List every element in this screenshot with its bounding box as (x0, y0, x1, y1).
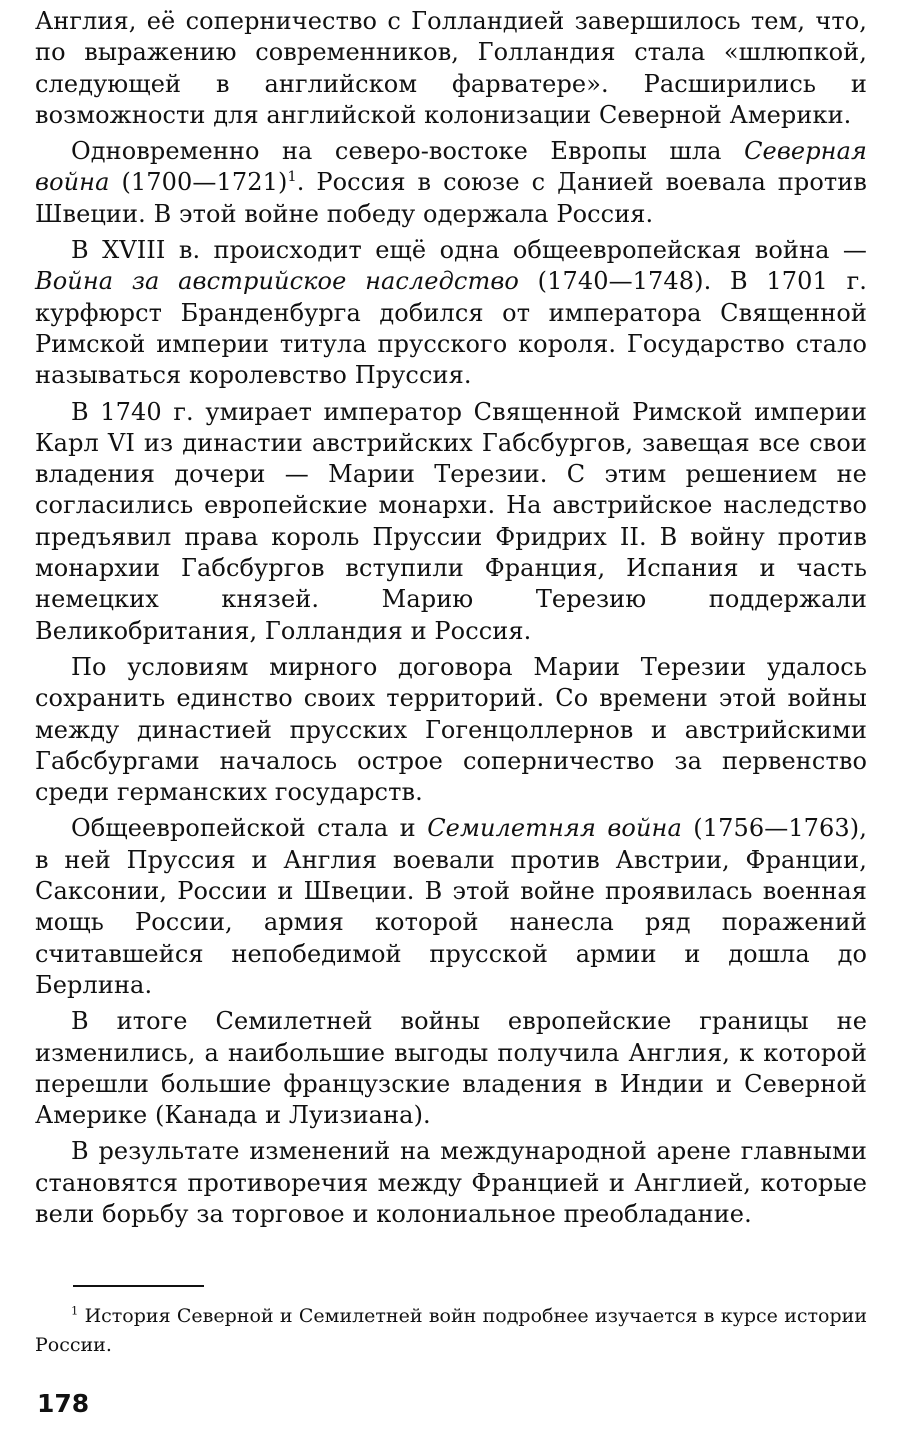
text-segment: Общеевропейской стала и (71, 814, 428, 843)
paragraph-charles-vi (35, 397, 867, 647)
text-segment: Одновременно на северо-востоке Европы шла (71, 137, 745, 166)
page-number: 178 (37, 1389, 90, 1418)
footnote-reference: 1 (287, 169, 297, 186)
text-segment: (1740—1748). В 1701 г. курфюрст Бранденбурга добился от императора Священной Римской империи титула прусского короля. Государство стало называться королевство Пруссия. (35, 267, 867, 390)
text-segment: . Россия в союзе с Данией воевала против Швеции. В этой войне победу одержала Россия. (35, 168, 868, 228)
paragraph-conclusion (35, 1136, 867, 1230)
text-segment: По условиям мирного договора Марии Терезии удалось сохранить единство своих территорий. Со времени этой войны между династией прусских Гогенцоллернов и австрийскими Габсбургами началось острое соперничество за первенство среди германских государств. (35, 652, 867, 807)
italic-term: Война за австрийское наследство (35, 267, 519, 296)
text-segment: В XVIII в. происходит ещё одна общеевропейская война — (71, 236, 867, 265)
italic-term: Северная война (35, 137, 867, 197)
text-segment: В результате изменений на международной арене главными становятся противоречия между Францией и Англией, которые вели борьбу за торговое и колониальное преобладание. (35, 1137, 867, 1228)
italic-term: Семилетняя война (427, 814, 682, 843)
text-segment: (1700—1721) (109, 168, 288, 197)
text-segment: В 1740 г. умирает император Священной Римской империи Карл VI из династии австрийских Габсбургов, завещая все свои владения дочери — Марии Терезии. С этим решением не согласились европейские монархи. На австрийское наследство предъявил права король Пруссии Фридрих II. В войну против монархии Габсбургов вступили Франция, Испания и часть немецких князей. Марию Терезию поддержали Великобритания, Голландия и Россия. (35, 397, 867, 645)
main-text (35, 6, 867, 1235)
paragraph-war-results (35, 1006, 867, 1131)
paragraph-peace-treaty (35, 652, 867, 808)
footnote (35, 1302, 867, 1360)
footnote-text: История Северной и Семилетней войн подробнее изучается в курсе истории России. (35, 1305, 867, 1356)
footnote-marker: 1 (71, 1303, 79, 1318)
paragraph-austrian-succession (35, 235, 867, 391)
text-segment: Англия, её соперничество с Голландией завершилось тем, что, по выражению современников, Голландия стала «шлюпкой, следующей в английском фарватере». Расширились и возможности для английской колонизации Северной Америки. (35, 7, 867, 129)
text-segment: (1756—1763), в ней Пруссия и Англия воевали против Австрии, Франции, Саксонии, России и Швеции. В этой войне проявилась военная мощь России, армия которой нанесла ряд поражений считавшейся непобедимой прусской армии и дошла до Берлина. (35, 814, 867, 999)
paragraph-seven-years-war (35, 813, 867, 1001)
paragraph-northern-war (35, 136, 867, 230)
paragraph (35, 6, 867, 131)
footnote-divider (73, 1285, 204, 1287)
text-segment: В итоге Семилетней войны европейские границы не изменились, а наибольшие выгоды получила Англия, к которой перешли большие французские владения в Индии и Северной Америке (Канада и Луизиана). (35, 1007, 867, 1130)
